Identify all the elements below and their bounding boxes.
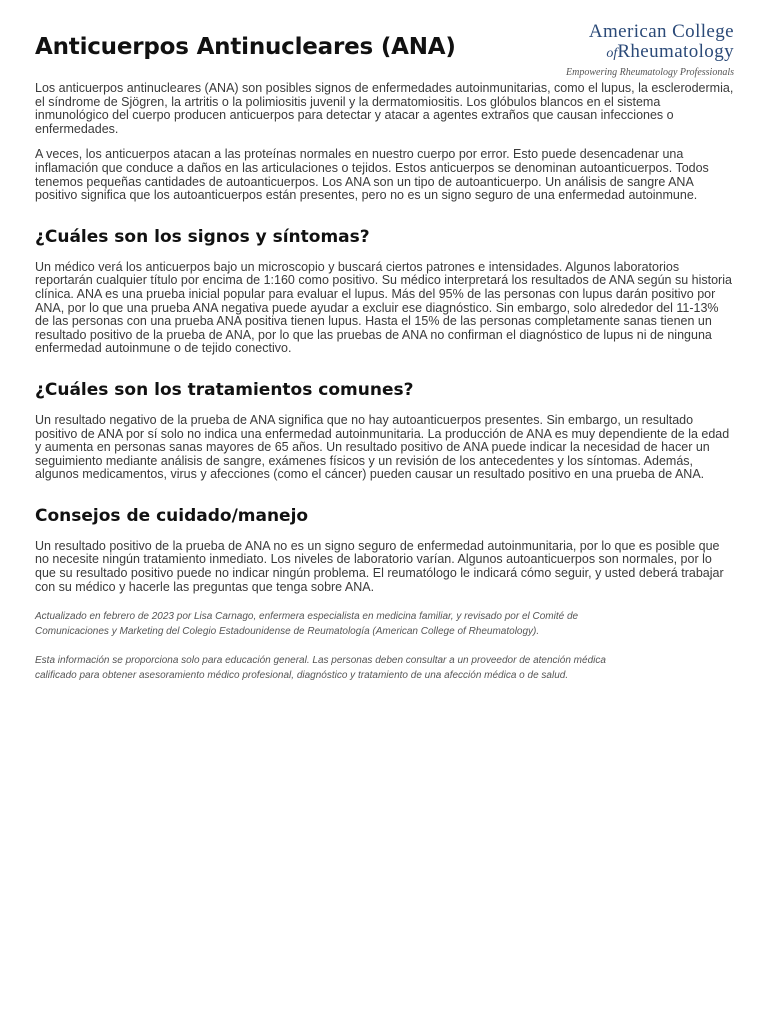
updated-note-line-2: Comunicaciones y Marketing del Colegio Estadounidense de Reumatología (American College of Rheumatology). (35, 625, 540, 637)
updated-note-line-1: Actualizado en febrero de 2023 por Lisa Carnago, enfermera especialista en medicina familiar, y revisado por el Comité de (35, 611, 579, 623)
updated-note (35, 610, 735, 639)
section-body-treatments: Un resultado negativo de la prueba de ANA significa que no hay autoanticuerpos presentes. Sin embargo, un resultado positivo de ANA por sí solo no indica una enfermedad autoinmunitaria. La producción de ANA es muy dependiente de la edad y aumenta en personas sanas mayores de 65 años. Un resultado positivo de ANA puede indicar la necesidad de hacer un seguimiento mediante análisis de sangre, exámenes físicos y un revisión de los antecedentes y los síntomas. Además, algunos medicamentos, virus y afecciones (como el cáncer) pueden causar un resultado positivo en una prueba de ANA. (35, 412, 730, 482)
disclaimer-line-1: Esta información se proporciona solo para educación general. Las personas deben consultar a un proveedor de atención médica (35, 655, 606, 667)
logo-rheumatology: Rheumatology (617, 41, 734, 62)
section-heading-treatments: ¿Cuáles son los tratamientos comunes? (35, 379, 414, 400)
page-title: Anticuerpos Antinucleares (ANA) (35, 34, 456, 60)
logo-line-2 (564, 42, 734, 64)
document-body (35, 82, 735, 683)
intro-paragraph-1: Los anticuerpos antinucleares (ANA) son posibles signos de enfermedades autoinmunitarias, como el lupus, la esclerodermia, el síndrome de Sjögren, la artritis o la polimiositis juvenil y la dermatomiositis. Los glóbulos blancos en el sistema inmunológico del cuerpo producen anticuerpos para detectar y atacar a agentes extraños que causan infecciones o enfermedades. (35, 81, 734, 136)
logo-tagline: Empowering Rheumatology Professionals (566, 67, 734, 78)
logo-line-1: American College (588, 21, 734, 42)
section-heading-signs: ¿Cuáles son los signos y síntomas? (35, 226, 370, 247)
section-body-signs: Un médico verá los anticuerpos bajo un microscopio y buscará ciertos patrones e intensidades. Algunos laboratorios reportarán cualquier título por encima de 1:160 como positivo. Su médico interpretará los resultados de ANA según su historia clínica. ANA es una prueba inicial popular para evaluar el lupus. Más del 95% de las personas con lupus darán positivo por ANA, por lo que una prueba ANA negativa puede ayudar a excluir ese diagnóstico. Sin embargo, solo alrededor del 11-13% de las personas con una prueba ANA positiva tienen lupus. Hasta el 15% de las personas completamente sanas tienen un resultado positivo de la prueba de ANA, por lo que las pruebas de ANA no confirman el diagnóstico de lupus ni de ninguna enfermedad autoinmune o de tejido conectivo. (35, 259, 732, 356)
acr-logo (564, 22, 734, 78)
intro-paragraph-2: A veces, los anticuerpos atacan a las proteínas normales en nuestro cuerpo por error. Esto puede desencadenar una inflamación que conduce a daños en las articulaciones o tejidos. Estos anticuerpos se denominan autoanticuerpos. Todos tenemos pequeñas cantidades de autoanticuerpos. Los ANA son un tipo de autoanticuerpo. Un análisis de sangre ANA positivo significa que los autoanticuerpos están presentes, pero no es un signo seguro de una enfermedad autoinmune. (35, 147, 709, 203)
disclaimer-note (35, 654, 735, 683)
logo-of: of (606, 46, 618, 61)
section-body-care: Un resultado positivo de la prueba de ANA no es un signo seguro de enfermedad autoinmunitaria, por lo que es posible que no necesite ningún tratamiento inmediato. Los niveles de laboratorio varían. Algunos autoanticuerpos son normales, por lo que su resultado positivo puede no indicar ningún problema. El reumatólogo le indicará cómo seguir, y usted deberá trabajar con su médico y hacerle las preguntas que tenga sobre ANA. (35, 538, 724, 594)
section-heading-care: Consejos de cuidado/manejo (35, 505, 309, 526)
disclaimer-line-2: calificado para obtener asesoramiento médico profesional, diagnóstico y tratamiento de una afección médica o de salud. (35, 669, 569, 681)
